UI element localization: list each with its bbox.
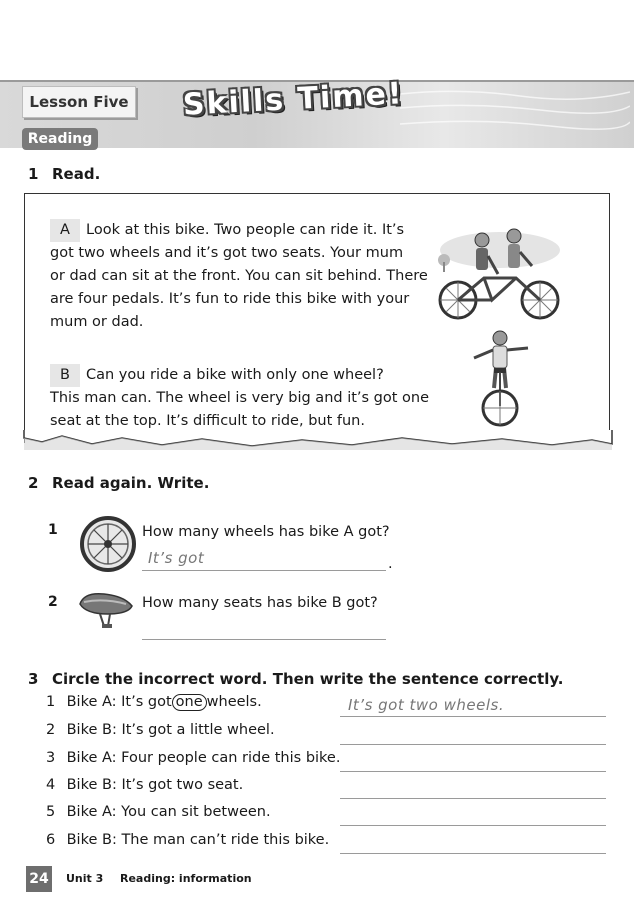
paragraph-b-line-3: seat at the top. It’s difficult to ride, but fun. [50,413,365,429]
torn-paper-edge [22,430,614,454]
task1-number: 1 [28,165,39,183]
wheel-icon [76,514,136,574]
task2-q1-answer-line [142,569,386,571]
task3-heading [28,670,563,688]
paragraph-a-letter: A [50,219,80,242]
paragraph-b-line-2: This man can. The wheel is very big and it’s got one [50,390,430,406]
bike-seat-icon [74,588,138,632]
task2-q1-answer[interactable]: It’s got [148,549,205,567]
page-number: 24 [26,866,52,892]
paragraph-b [50,364,430,433]
task3-item-3-answer-line[interactable] [340,770,606,772]
task3-item-6-answer-line[interactable] [340,852,606,854]
task1-instruction: Read. [52,165,101,183]
header-texture [400,84,630,142]
paragraph-a-line-5: mum or dad. [50,314,144,330]
task2-q2-number: 2 [48,594,58,610]
task3-instruction: Circle the incorrect word. Then write the sentence correctly. [52,670,564,688]
task3-item-5-answer-line[interactable] [340,824,606,826]
lesson-label: Lesson Five [22,86,136,118]
task1-heading [28,165,100,183]
task3-item-4-answer-line[interactable] [340,797,606,799]
paragraph-a-line-3: or dad can sit at the front. You can sit behind. There [50,268,428,284]
paragraph-b-line-1: B Can you ride a bike with only one wheel? [50,364,430,387]
task3-item-5: 5 Bike A: You can sit between. [46,804,271,820]
circled-word[interactable]: one [172,694,207,711]
task2-q1-question: How many wheels has bike A got? [142,524,390,540]
footer-topic: Reading: information [120,872,252,885]
task3-item-2-answer-line[interactable] [340,743,606,745]
task2-instruction: Read again. Write. [52,474,210,492]
paragraph-a-line-4: are four pedals. It’s fun to ride this bike with your [50,291,410,307]
task2-heading [28,474,209,492]
section-badge: Reading [22,128,98,150]
tandem-bike-icon [436,222,564,324]
footer-unit: Unit 3 [66,872,104,885]
paragraph-b-letter: B [50,364,80,387]
task3-item-2: 2 Bike B: It’s got a little wheel. [46,722,275,738]
paragraph-a-line-1: A Look at this bike. Two people can ride it. It’s [50,219,430,242]
unicycle-icon [468,330,532,428]
task3-item-3: 3 Bike A: Four people can ride this bike. [46,750,341,766]
task2-q2-question: How many seats has bike B got? [142,595,378,611]
paragraph-a-line-2: got two wheels and it’s got two seats. Your mum [50,245,404,261]
page-title: Skills Time! [182,76,405,123]
task2-q1-number: 1 [48,522,58,538]
task3-number: 3 [28,670,39,688]
task3-item-6: 6 Bike B: The man can’t ride this bike. [46,832,330,848]
task2-q1-end: . [388,556,393,572]
task3-item-4: 4 Bike B: It’s got two seat. [46,777,244,793]
task2-q2-answer-line [142,638,386,640]
task3-item-1-answer-line [340,715,606,717]
task3-item-1-answer[interactable]: It’s got two wheels. [348,696,505,714]
task3-item-1: 1 Bike A: It’s got one wheels. [46,694,262,710]
task2-number: 2 [28,474,39,492]
paragraph-a [50,219,430,334]
